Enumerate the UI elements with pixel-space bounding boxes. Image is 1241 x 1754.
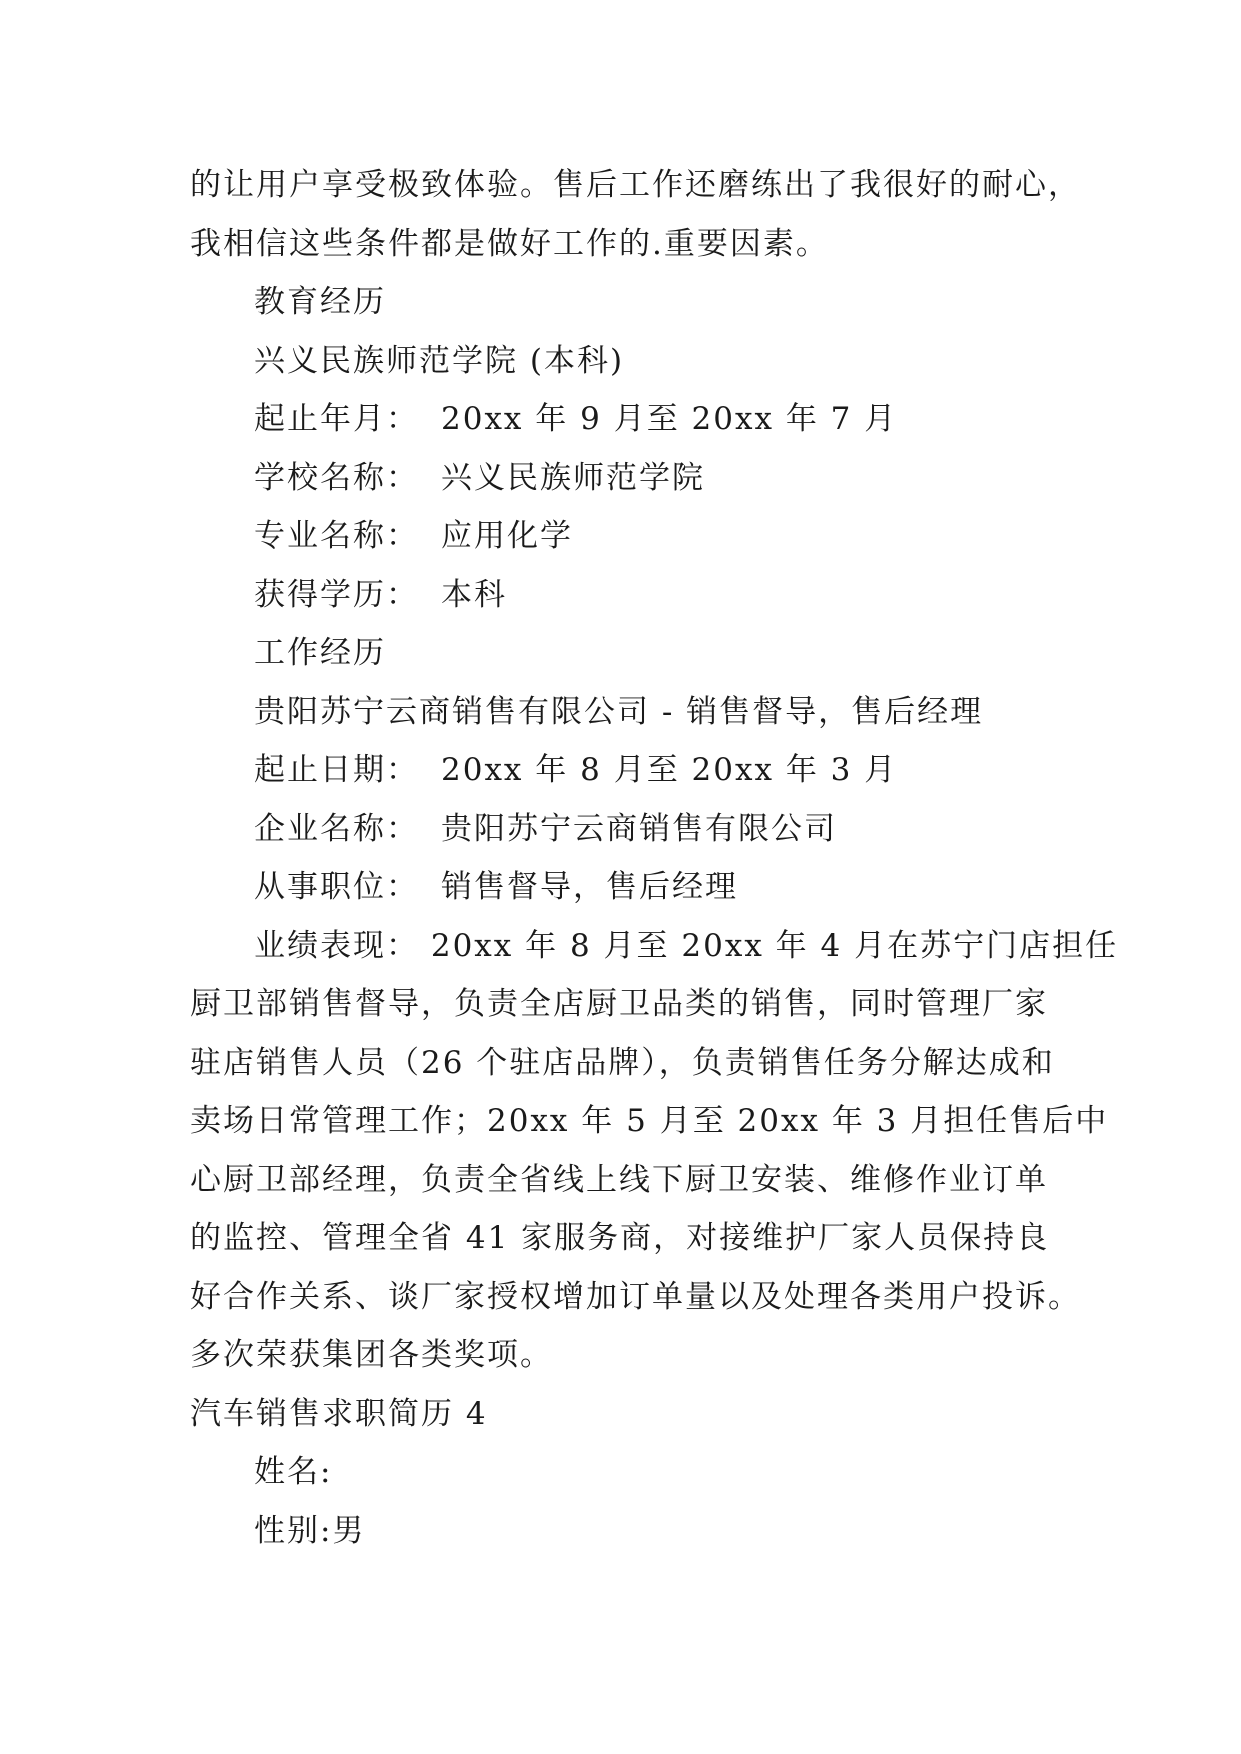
field-value: 20xx 年 8 月至 20xx 年 3 月: [441, 752, 898, 788]
performance-line: 卖场日常管理工作；20xx 年 5 月至 20xx 年 3 月担任售后中: [190, 1103, 1109, 1139]
resume4-field-name: 姓名:: [254, 1454, 333, 1490]
resume4-field-gender: 性别:男: [254, 1512, 366, 1549]
education-field-period: [190, 390, 1090, 449]
performance-line: 的监控、管理全省 41 家服务商，对接维护厂家人员保持良: [190, 1220, 1050, 1256]
performance-line: 驻店销售人员（26 个驻店品牌），负责销售任务分解达成和: [190, 1044, 1055, 1081]
field-label: 企业名称：: [254, 810, 419, 847]
performance-line: 多次荣获集团各类奖项。: [190, 1337, 553, 1373]
work-field-position: [190, 858, 1090, 917]
field-value: 20xx 年 9 月至 20xx 年 7 月: [441, 401, 898, 437]
field-label: 起止年月：: [254, 401, 419, 437]
work-field-period: [190, 741, 1090, 800]
performance-line: 心厨卫部经理，负责全省线上线下厨卫安装、维修作业订单: [190, 1161, 1048, 1198]
intro-line: 的让用户享受极致体验。售后工作还磨练出了我很好的耐心，: [190, 167, 1081, 203]
field-value: 本科: [441, 576, 507, 613]
education-school-line: 兴义民族师范学院 (本科): [254, 342, 625, 379]
education-field-major: [190, 507, 1090, 566]
field-label: 从事职位：: [254, 869, 419, 905]
field-label: 专业名称：: [254, 518, 419, 554]
performance-line: 好合作关系、谈厂家授权增加订单量以及处理各类用户投诉。: [190, 1278, 1081, 1315]
education-field-school: [190, 449, 1090, 508]
intro-line: 我相信这些条件都是做好工作的.重要因素。: [190, 225, 829, 262]
resume4-title: 汽车销售求职简历 4: [190, 1395, 488, 1432]
field-value: 兴义民族师范学院: [441, 459, 705, 496]
work-heading: 工作经历: [254, 635, 386, 671]
performance-line: 厨卫部销售督导，负责全店厨卫品类的销售，同时管理厂家: [190, 986, 1048, 1022]
field-label: 获得学历：: [254, 576, 419, 613]
education-field-degree: [190, 566, 1090, 625]
performance-line: 业绩表现： 20xx 年 8 月至 20xx 年 4 月在苏宁门店担任: [254, 927, 1119, 964]
field-value: 贵阳苏宁云商销售有限公司: [441, 810, 837, 847]
field-value: 应用化学: [441, 518, 573, 554]
work-company-line: 贵阳苏宁云商销售有限公司 - 销售督导，售后经理: [254, 693, 984, 730]
field-label: 学校名称：: [254, 459, 419, 496]
field-label: 起止日期：: [254, 752, 419, 788]
education-heading: 教育经历: [254, 284, 386, 320]
work-field-company: [190, 800, 1090, 859]
document-body: [190, 156, 1119, 1560]
field-value: 销售督导，售后经理: [441, 869, 738, 905]
